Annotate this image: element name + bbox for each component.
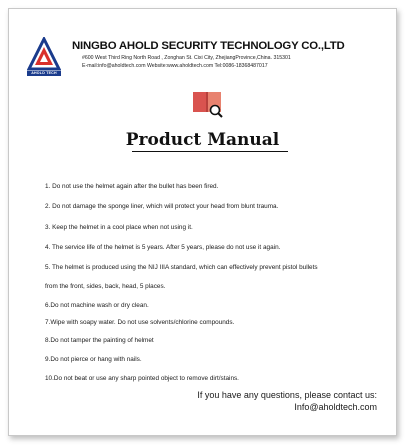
company-address: #600 West Third Ring North Road , Zonghan St. Cixi City, ZhejiangProvince,China. 315301 <box>82 55 291 61</box>
company-name: NINGBO AHOLD SECURITY TECHNOLOGY CO.,LTD <box>72 40 345 52</box>
rule-item: 5. The helmet is produced using the NIJ IIIA standard, which can effectively prevent pistol bullets <box>45 264 318 271</box>
rule-item: 3. Keep the helmet in a cool place when not using it. <box>45 224 193 231</box>
manual-page <box>8 8 397 436</box>
rule-item: 8.Do not tamper the painting of helmet <box>45 337 154 344</box>
company-logo <box>27 37 61 75</box>
open-book-magnifier-icon <box>191 89 225 119</box>
rule-item: 4. The service life of the helmet is 5 years. After 5 years, please do not use it again. <box>45 244 281 251</box>
rule-item: 6.Do not machine wash or dry clean. <box>45 302 149 309</box>
rule-item: from the front, sides, back, head, 5 places. <box>45 283 166 290</box>
page-title: Product Manual <box>125 130 280 150</box>
rule-item: 9.Do not pierce or hang with nails. <box>45 356 142 363</box>
company-contact: E-mail:info@aholdtech.com Website:www.aholdtech.com Tel:0086-18368487017 <box>82 63 268 69</box>
contact-prompt: If you have any questions, please contact us: <box>197 390 377 400</box>
rule-item: 1. Do not use the helmet again after the bullet has been fired. <box>45 183 219 190</box>
contact-email[interactable]: Info@aholdtech.com <box>294 402 377 412</box>
rule-item: 2. Do not damage the sponge liner, which will protect your head from blunt trauma. <box>45 203 279 210</box>
title-underline <box>132 151 288 152</box>
rule-item: 7.Wipe with soapy water. Do not use solvents/chlorine compounds. <box>45 319 235 326</box>
shield-triangle-icon <box>27 37 61 71</box>
rule-item: 10.Do not beat or use any sharp pointed object to remove dirt/stains. <box>45 375 239 382</box>
logo-label: AHOLD TECH <box>27 71 61 76</box>
